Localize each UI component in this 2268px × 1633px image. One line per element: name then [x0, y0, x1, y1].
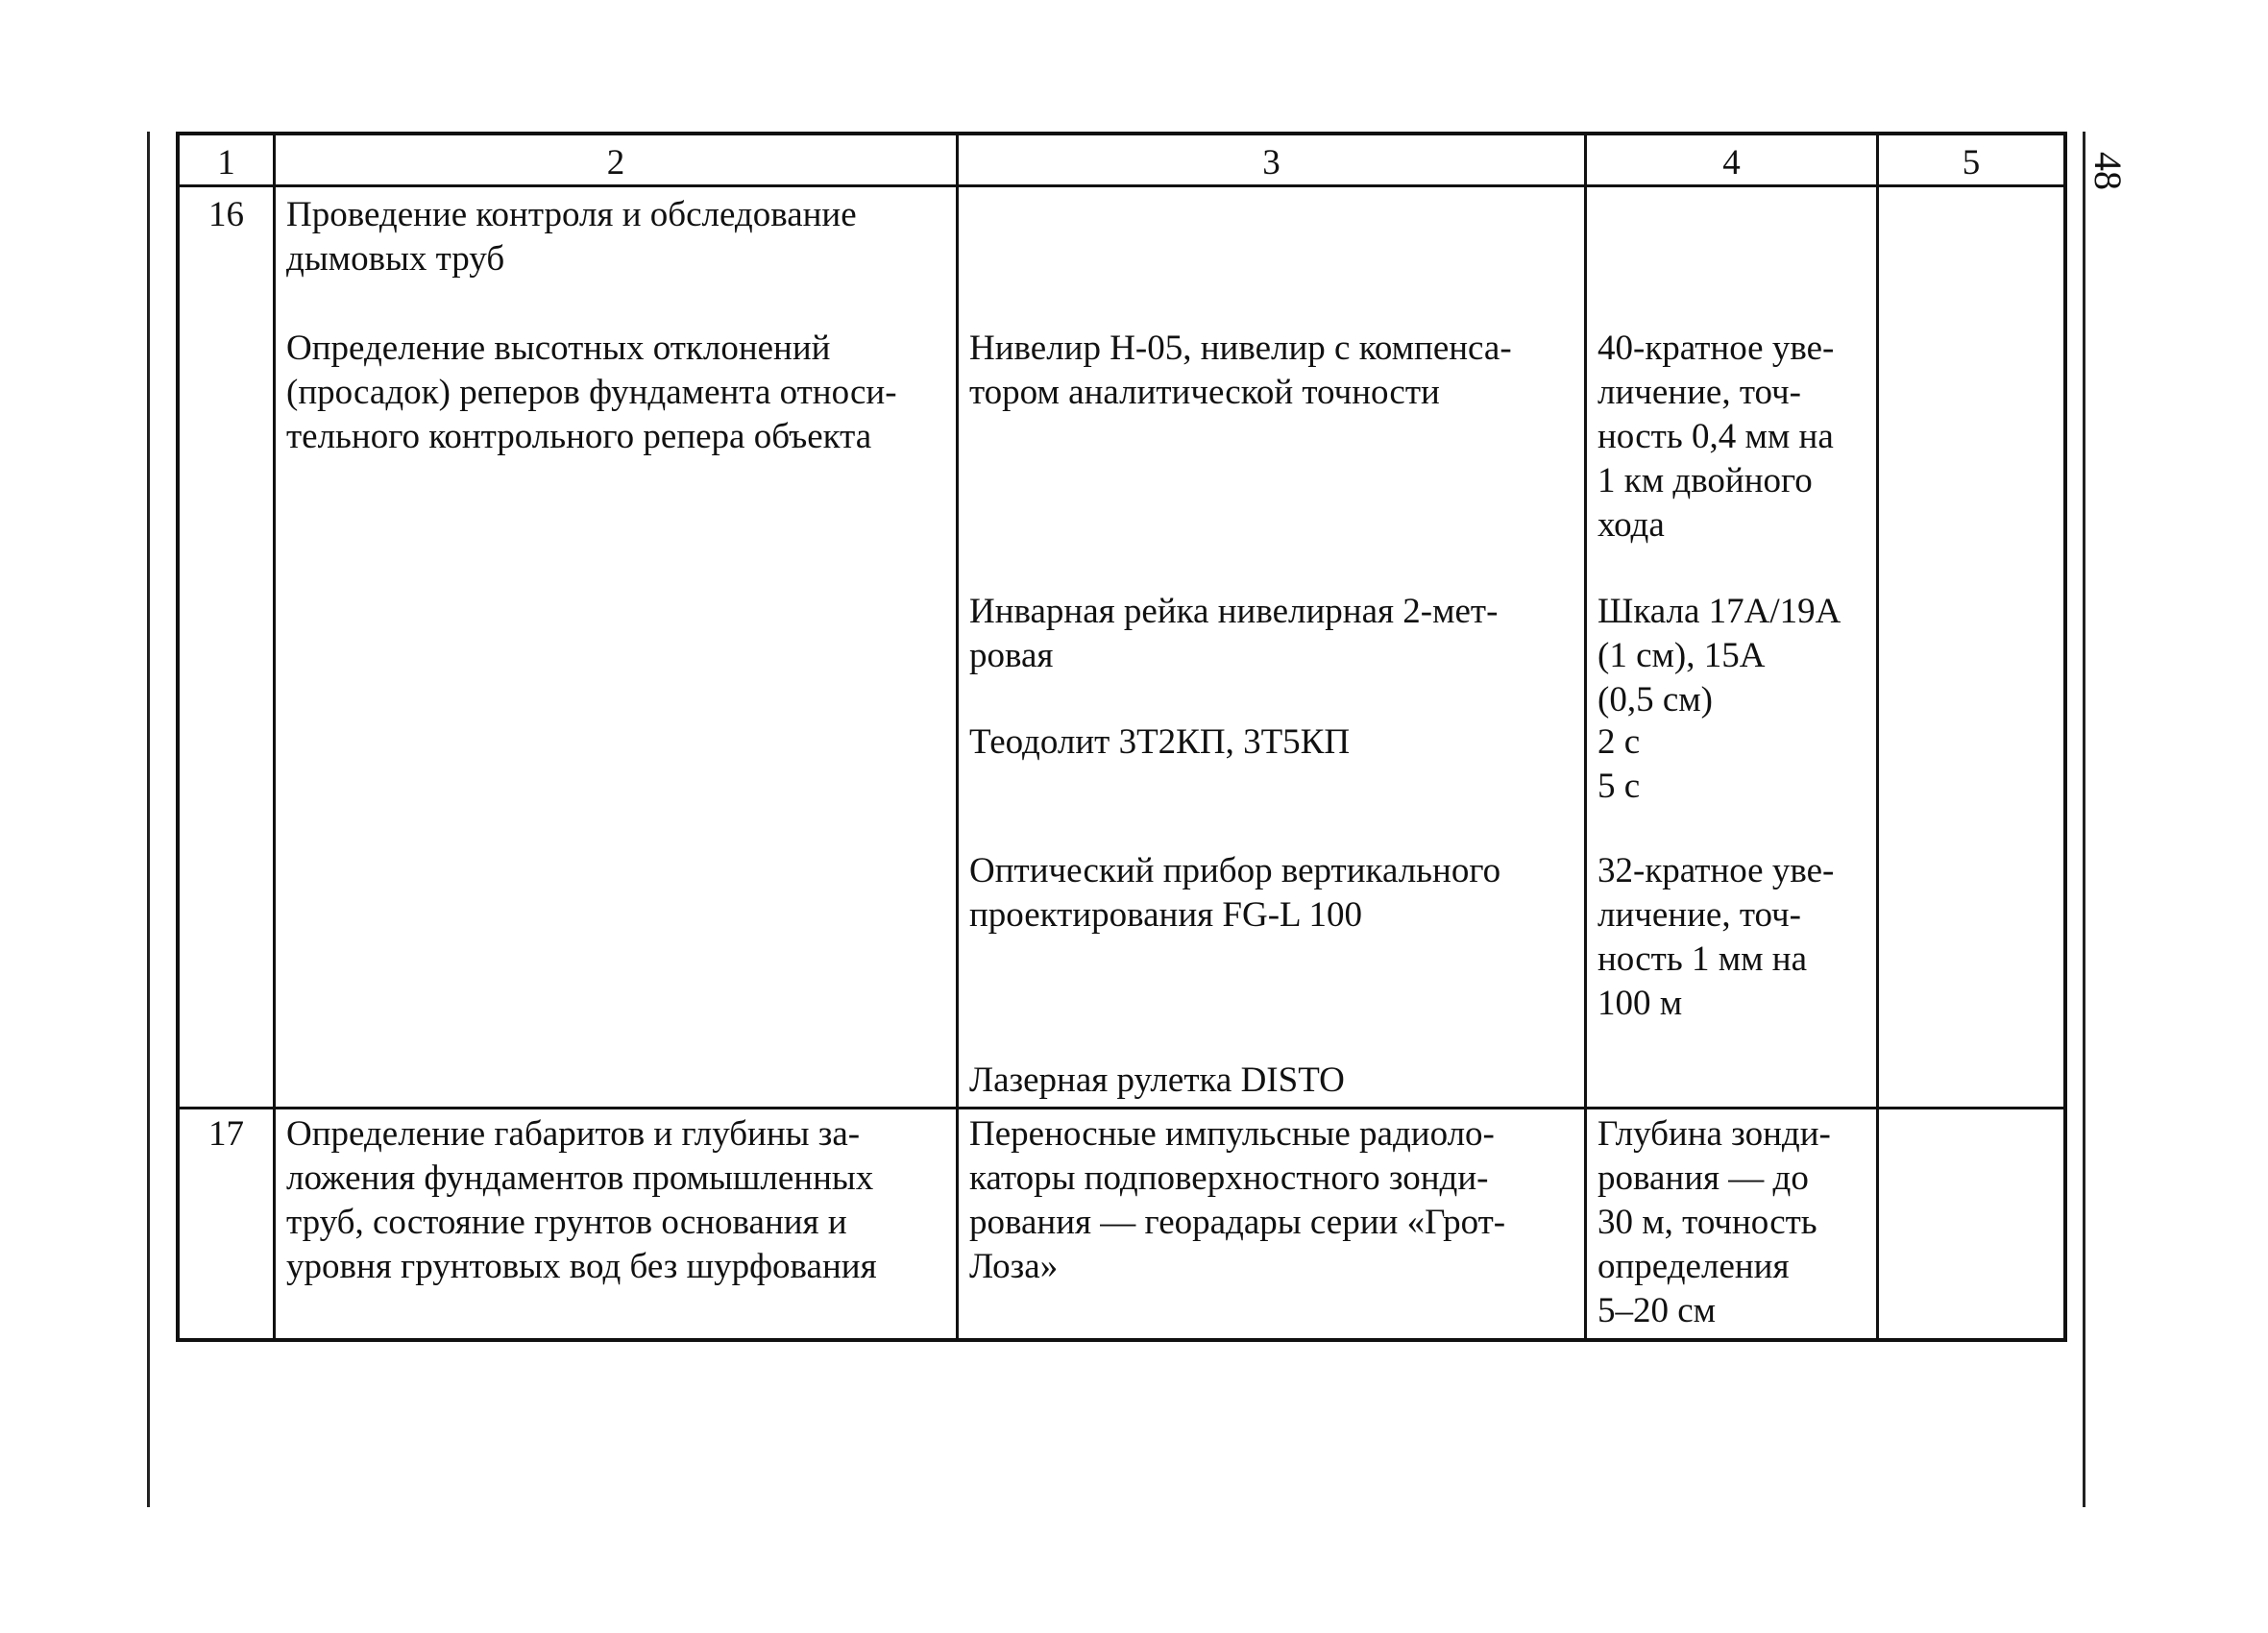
- row-16-number: 16: [208, 195, 244, 234]
- row-divider: [180, 1107, 2063, 1109]
- row-16-instrument-name: Лазерная рулетка DISTO: [969, 1060, 1345, 1100]
- left-margin-line: [147, 132, 150, 1507]
- row-17-instrument: Переносные импульсные радиоло- каторы подповерхностного зонди- рования — георадары серии «Грот- Лоза»: [969, 1114, 1506, 1286]
- column-divider: [1876, 135, 1879, 1338]
- row-17-task: Определение габаритов и глубины за- ложения фундаментов промышленных труб, состояние грунтов основания и уровня грунтовых вод без шурфования: [286, 1114, 877, 1286]
- row-16-task: Определение высотных отклонений (просадок) реперов фундамента относи- тельного контрольного репера объекта: [286, 329, 897, 456]
- row-16-instrument-name: Теодолит 3Т2КП, 3Т5КП: [969, 722, 1351, 762]
- header-col-1: 1: [217, 143, 235, 183]
- header-col-3: 3: [1262, 143, 1280, 183]
- header-col-2: 2: [606, 143, 625, 183]
- header-col-5: 5: [1962, 143, 1981, 183]
- row-16-title: Проведение контроля и обследование дымовых труб: [286, 195, 857, 279]
- header-col-4: 4: [1722, 143, 1741, 183]
- row-16-instrument-spec: Шкала 17А/19А (1 см), 15А (0,5 см): [1597, 592, 1841, 719]
- row-16-instrument-spec: 40-кратное уве- личение, точ- ность 0,4 мм на 1 км двойного хода: [1597, 329, 1835, 545]
- page-number: 48: [2086, 152, 2130, 190]
- right-margin-line: [2083, 132, 2085, 1507]
- row-16-instrument-spec: 32-кратное уве- личение, точ- ность 1 мм на 100 м: [1597, 851, 1835, 1023]
- row-17-number: 17: [208, 1114, 244, 1154]
- row-16-instrument-spec: 2 с 5 с: [1597, 722, 1641, 806]
- column-divider: [273, 135, 276, 1338]
- row-16-instrument-name: Нивелир Н-05, нивелир с компенса- тором аналитической точности: [969, 329, 1512, 412]
- row-16-instrument-name: Оптический прибор вертикального проектирования FG-L 100: [969, 851, 1501, 935]
- column-divider: [1584, 135, 1587, 1338]
- row-17-spec: Глубина зонди- рования — до 30 м, точность определения 5–20 см: [1597, 1114, 1831, 1330]
- column-divider: [956, 135, 959, 1338]
- row-16-instrument-name: Инварная рейка нивелирная 2-мет- ровая: [969, 592, 1499, 675]
- equipment-table: [176, 132, 2067, 1342]
